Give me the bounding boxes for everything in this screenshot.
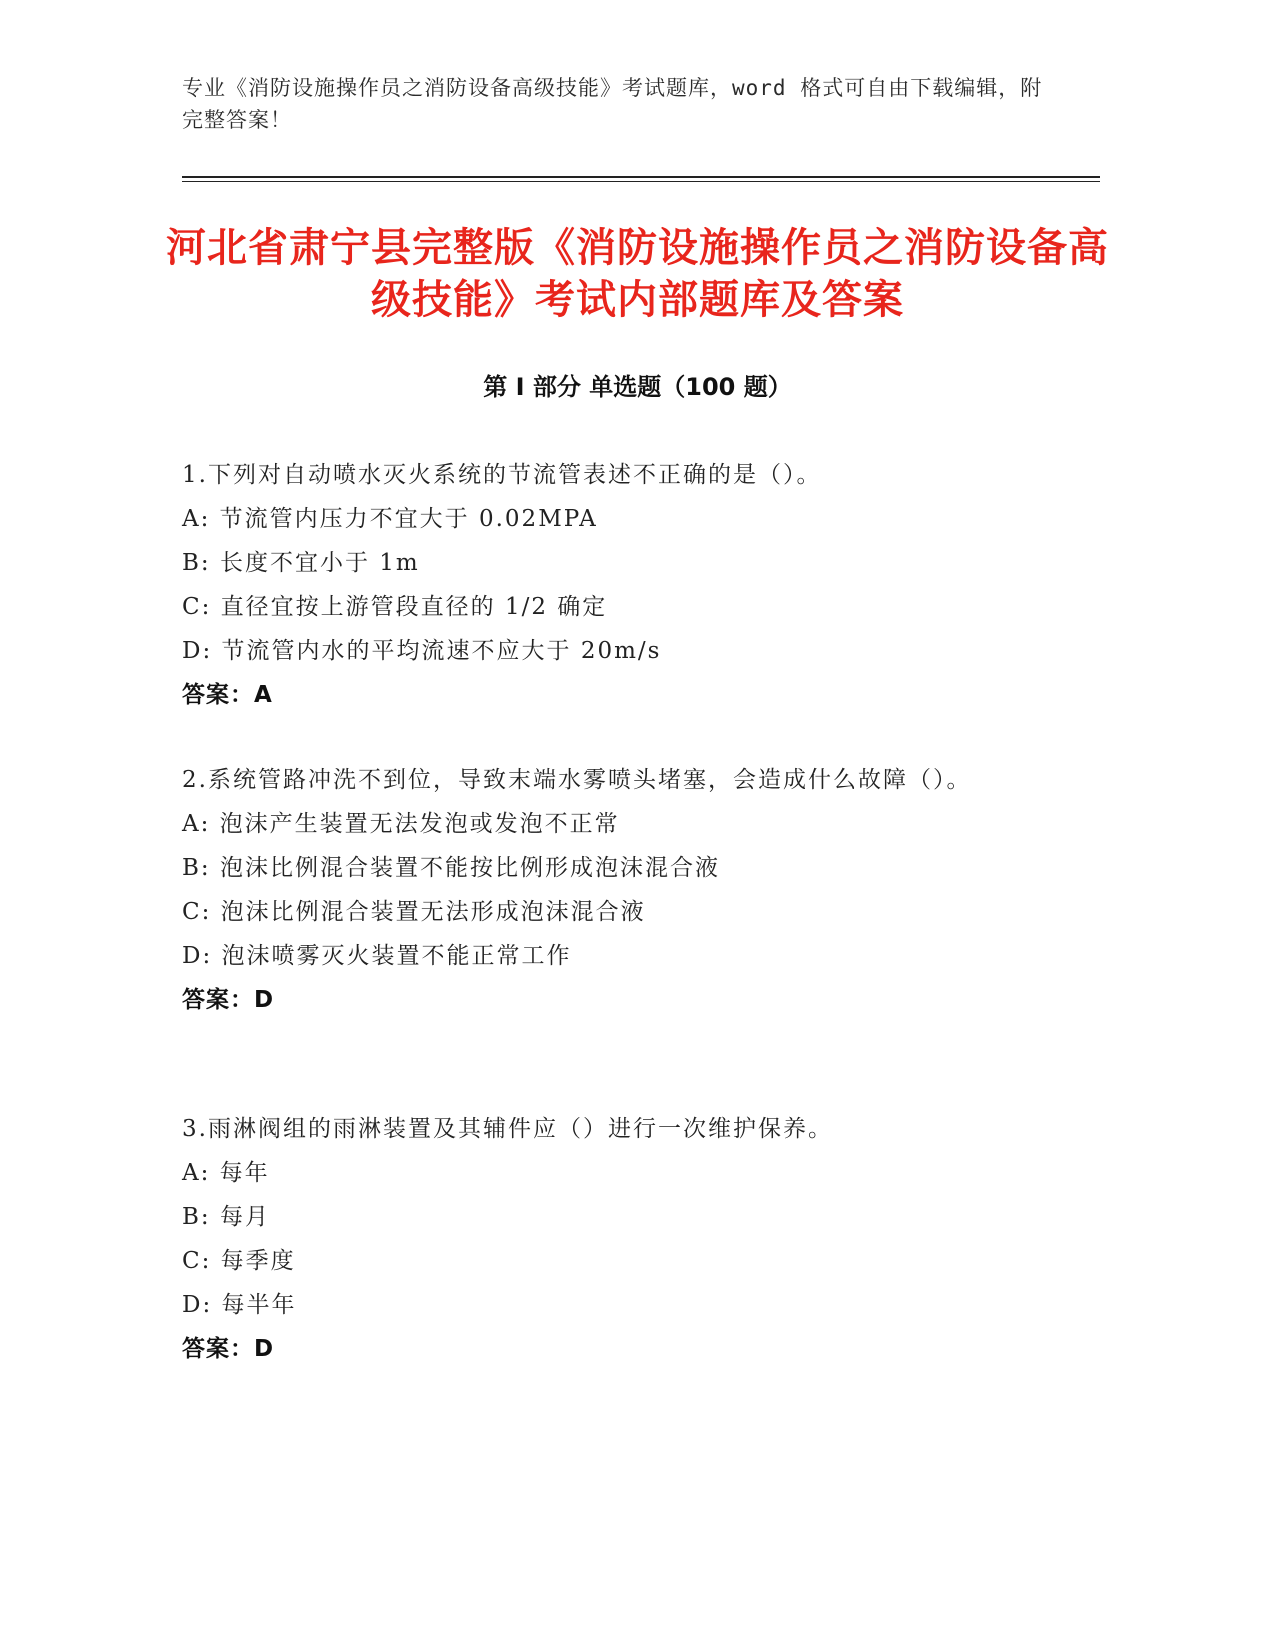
option-d: [182, 934, 1062, 978]
option-a: [182, 497, 1062, 541]
option-text: 每年: [219, 1160, 270, 1186]
option-key: A:: [182, 506, 211, 532]
option-key: B:: [182, 855, 211, 881]
option-text: 泡沫喷雾灭火装置不能正常工作: [221, 943, 572, 969]
option-text: 泡沫产生装置无法发泡或发泡不正常: [219, 811, 620, 837]
option-text: 节流管内水的平均流速不应大于 20m/s: [221, 638, 662, 664]
option-b: [182, 846, 1062, 890]
option-c: [182, 585, 1062, 629]
answer-line: 答案：A: [182, 682, 273, 708]
option-b: [182, 1195, 1062, 1239]
section-title: 第 I 部分 单选题（100 题）: [483, 373, 792, 401]
question-stem: 1.下列对自动喷水灭火系统的节流管表述不正确的是（）。: [182, 462, 822, 488]
option-text: 直径宜按上游管段直径的 1/2 确定: [220, 594, 608, 620]
header-rule-thick: [182, 176, 1100, 178]
option-key: D:: [182, 943, 213, 969]
question-3: [182, 1107, 1062, 1371]
option-text: 节流管内压力不宜大于 0.02MPA: [219, 506, 598, 532]
option-key: B:: [182, 1204, 211, 1230]
question-stem: 2.系统管路冲洗不到位，导致末端水雾喷头堵塞，会造成什么故障（）。: [182, 767, 972, 793]
option-c: [182, 1239, 1062, 1283]
option-text: 泡沫比例混合装置无法形成泡沫混合液: [220, 899, 646, 925]
option-key: C:: [182, 899, 212, 925]
option-key: D:: [182, 1292, 213, 1318]
option-key: C:: [182, 1248, 212, 1274]
option-text: 泡沫比例混合装置不能按比例形成泡沫混合液: [219, 855, 720, 881]
header-note: 专业《消防设施操作员之消防设备高级技能》考试题库，word 格式可自由下载编辑，附完整答案！: [182, 76, 1043, 132]
option-key: B:: [182, 550, 211, 576]
option-text: 每月: [219, 1204, 270, 1230]
option-d: [182, 629, 1062, 673]
option-text: 每季度: [220, 1248, 296, 1274]
option-b: [182, 541, 1062, 585]
option-c: [182, 890, 1062, 934]
option-key: A:: [182, 811, 211, 837]
header-rule-thin: [182, 181, 1100, 182]
answer-line: 答案：D: [182, 987, 275, 1013]
answer-line: 答案：D: [182, 1336, 275, 1362]
option-key: D:: [182, 638, 213, 664]
question-2: [182, 758, 1062, 1022]
option-text: 长度不宜小于 1m: [219, 550, 420, 576]
document-title: 河北省肃宁县完整版《消防设施操作员之消防设备高级技能》考试内部题库及答案: [166, 225, 1109, 323]
option-key: C:: [182, 594, 212, 620]
option-a: [182, 1151, 1062, 1195]
option-d: [182, 1283, 1062, 1327]
question-1: [182, 453, 1062, 717]
question-stem: 3.雨淋阀组的雨淋装置及其辅件应（）进行一次维护保养。: [182, 1116, 833, 1142]
option-a: [182, 802, 1062, 846]
option-text: 每半年: [221, 1292, 297, 1318]
option-key: A:: [182, 1160, 211, 1186]
